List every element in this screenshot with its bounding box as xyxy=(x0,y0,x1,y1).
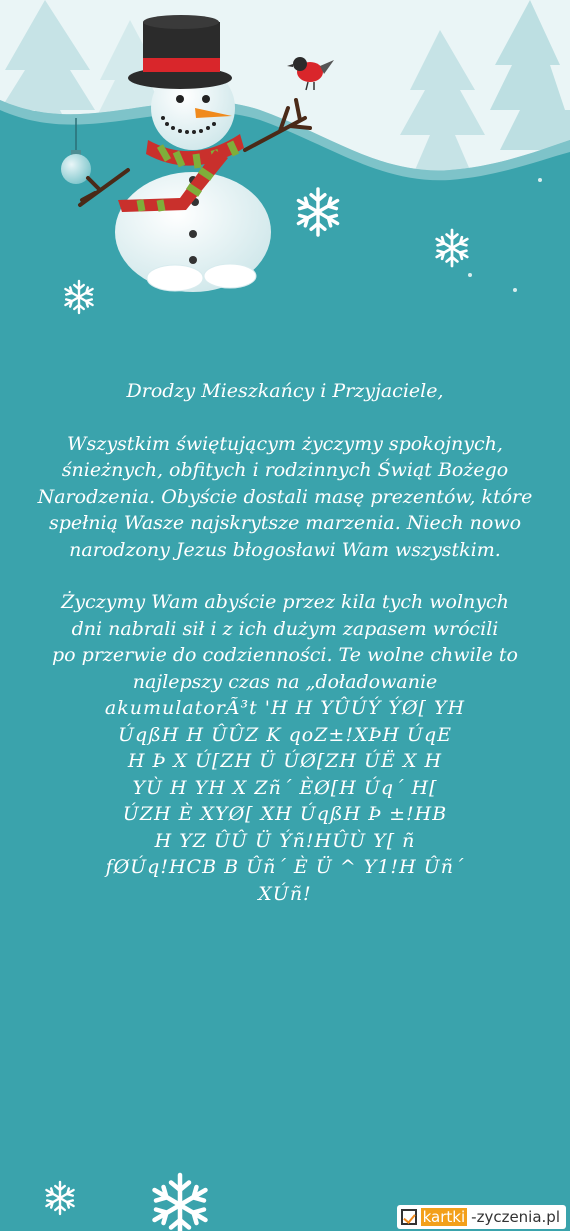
greeting-paragraph-1: Wszystkim świętującym życzymy spokojnych, śnieżnych, obfitych i rodzinnych Świąt Bożego Narodzenia. Obyście dostali masę prezentów, które spełnią Wasze najskrytsze marzenia. Niech nowo narodzony Jezus błogosławi Wam wszystkim. xyxy=(37,432,533,561)
greeting-line: Życzymy Wam abyście przez kila tych wolnych xyxy=(61,591,509,613)
greeting-line: akumulatorÃ³t 'H H YÛÚÝ ÝØ[ YH xyxy=(104,697,466,719)
greeting-line: H YZ ÛÛ Ü Ýñ!HÛÙ Y[ ñ xyxy=(154,829,416,852)
winter-scene-illustration xyxy=(0,0,570,360)
greeting-line: fØÚq!HCB B Ûñ´ È Ü ^ Y1!H Ûñ´ xyxy=(105,856,465,878)
greeting-line: ÚZH È XYØ[ XH ÚqßH Þ ±!HB xyxy=(122,803,448,825)
snowflake-icon xyxy=(155,1175,206,1231)
greeting-card-text xyxy=(25,378,545,907)
greeting-line: YÙ H YH X Zñ´ ÈØ[H Úq´ H[ xyxy=(132,776,438,799)
checkbox-check-icon xyxy=(401,1209,417,1225)
greeting-line: H Þ X Ú[ZH Ü ÚØ[ZH ÚË X H xyxy=(127,750,443,772)
greeting-line: dni nabrali sił i z ich dużym zapasem wrócili xyxy=(71,617,499,640)
snowflake-icon xyxy=(46,1182,73,1214)
greeting-line: najlepszy czas na „doładowanie xyxy=(132,670,438,693)
greeting-line: XÚñ! xyxy=(258,882,312,905)
watermark-brand-suffix: -zyczenia.pl xyxy=(471,1208,560,1226)
greeting-line: po przerwie do codzienności. Te wolne chwile to xyxy=(52,644,518,666)
site-watermark-link[interactable] xyxy=(397,1205,566,1229)
greeting-line: ÚqßH H ÛÛZ K qoZ±!XÞH ÚqE xyxy=(118,723,452,746)
watermark-brand-prefix: kartki xyxy=(422,1208,466,1226)
greeting-salutation: Drodzy Mieszkańcy i Przyjaciele, xyxy=(126,380,444,402)
greeting-paragraph-2 xyxy=(25,589,545,907)
